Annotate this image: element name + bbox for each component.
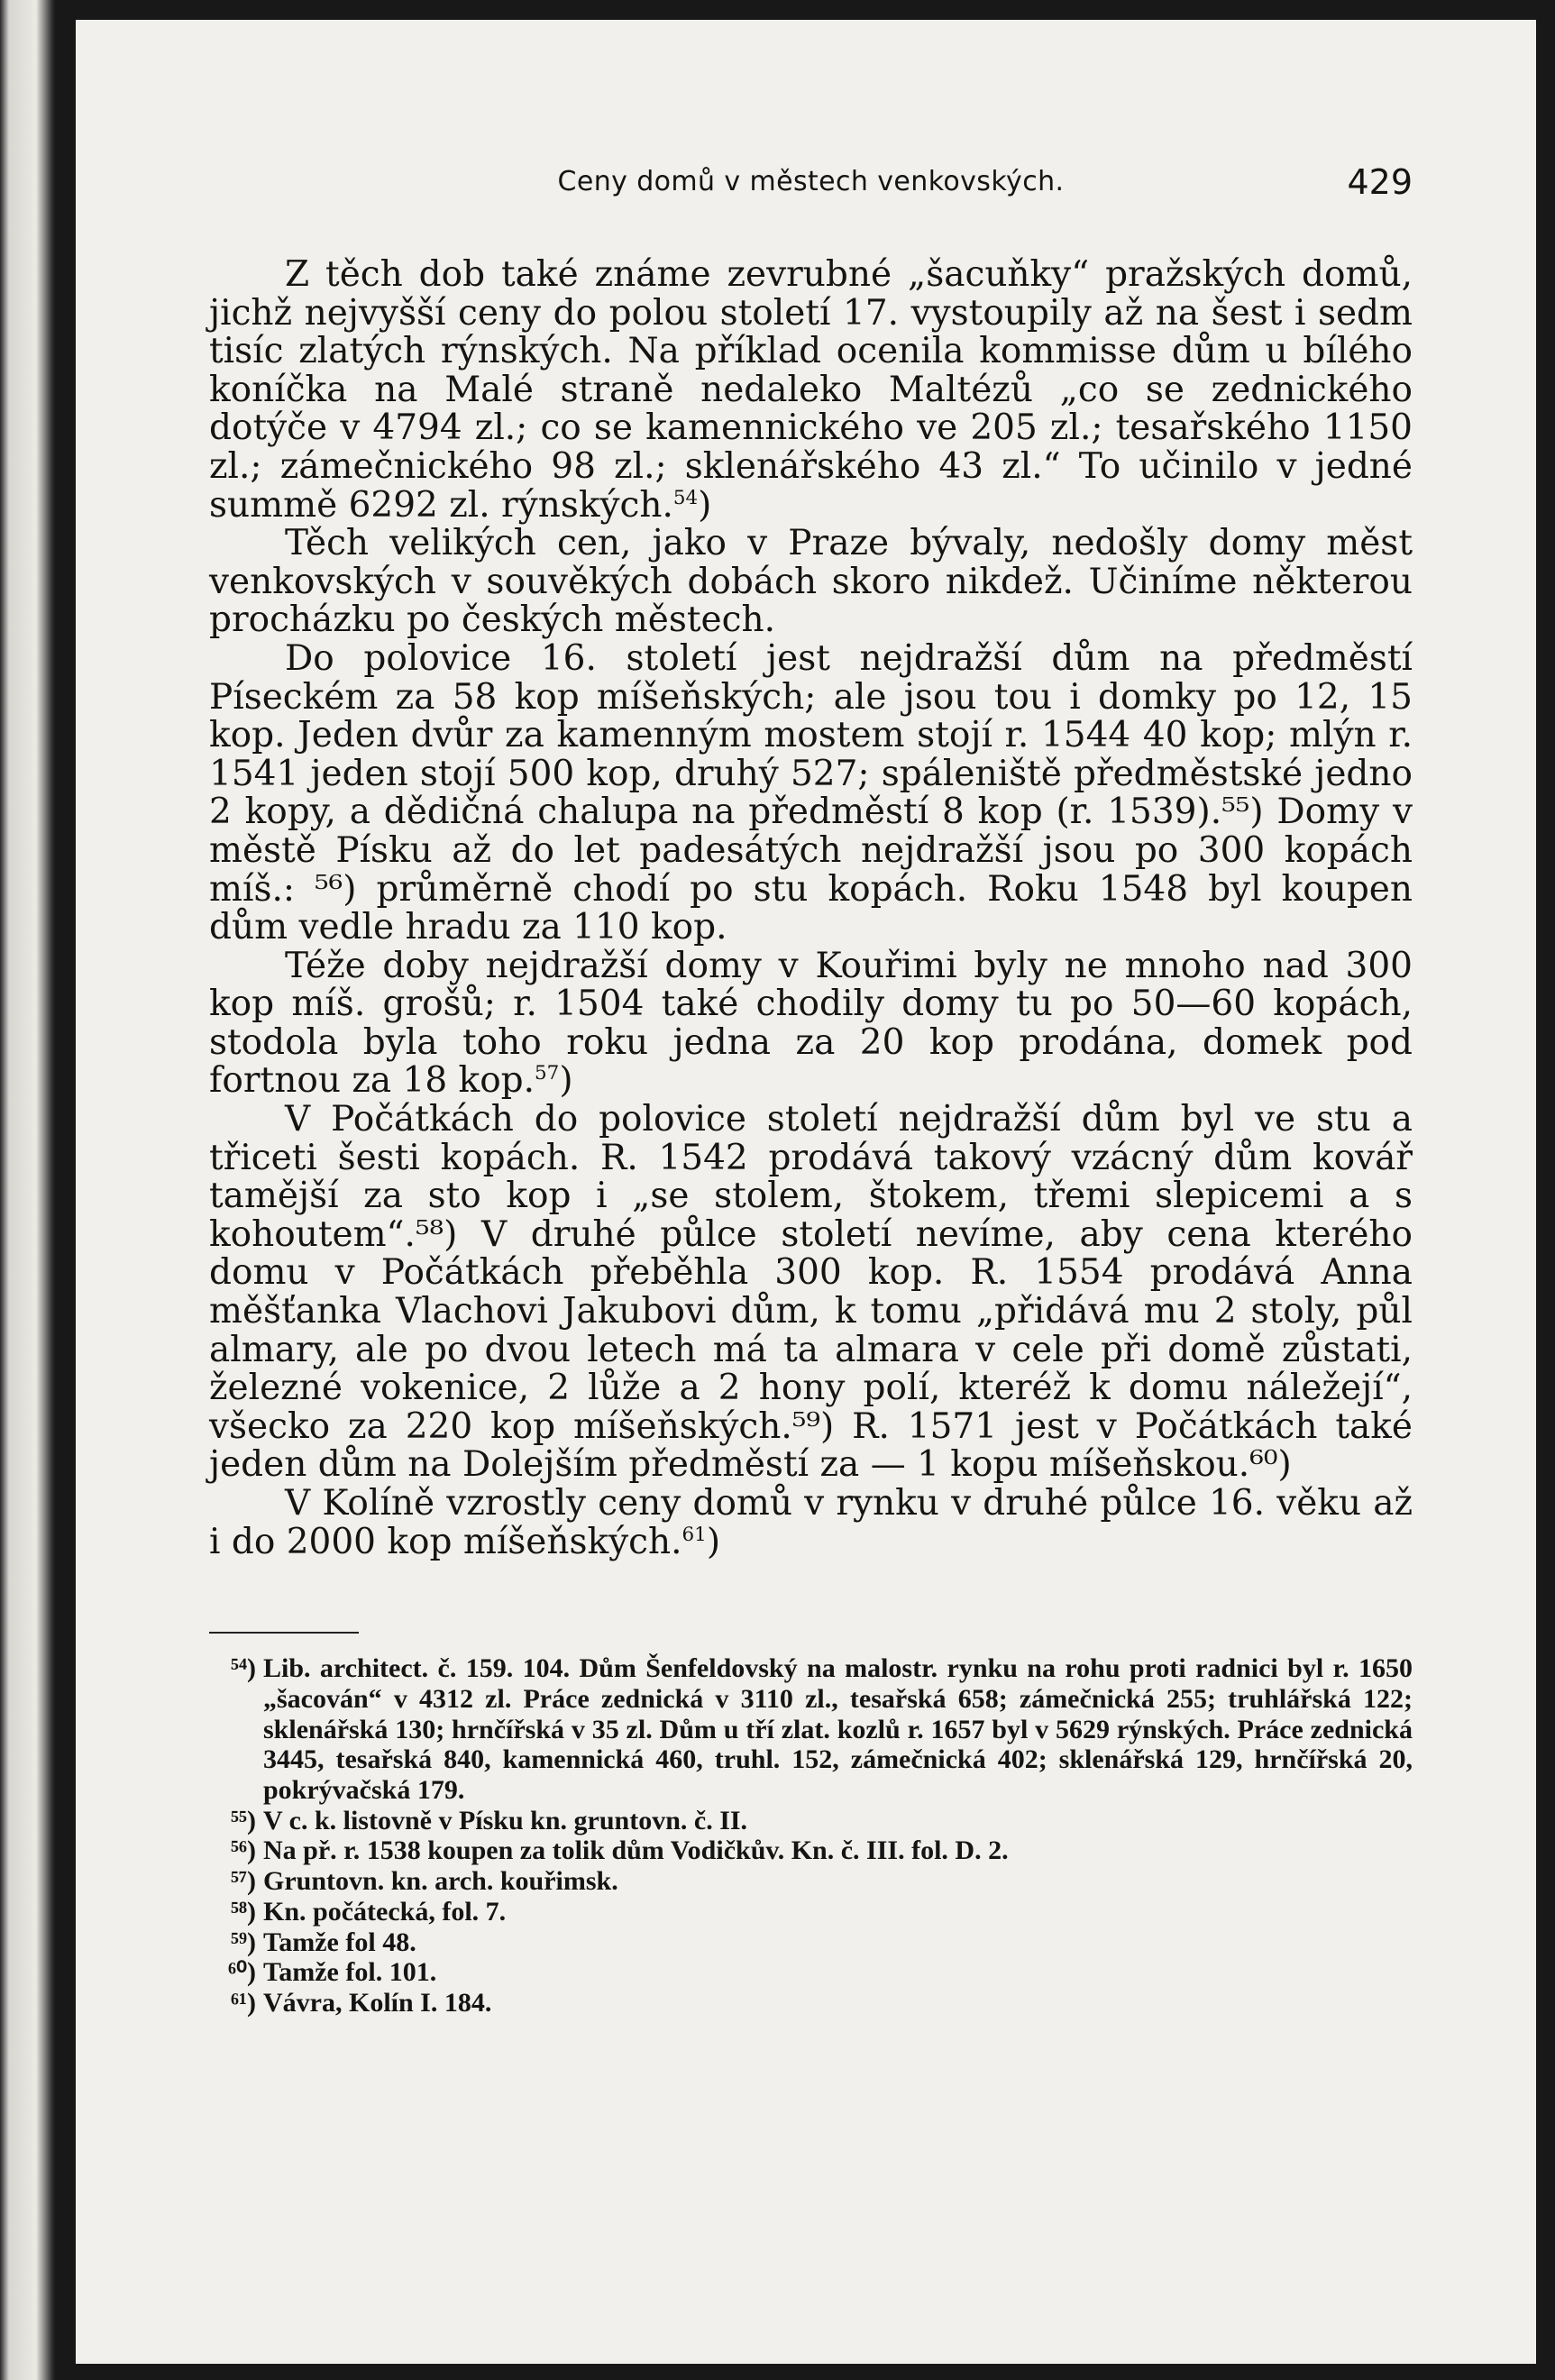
footnote-text: Lib. architect. č. 159. 104. Dům Šenfeldovský na malostr. rynku na rohu proti radnici byl r. 1650 „šacován“ v 4312 zl. Práce zednická v 3110 zl., tesařská 658; zámečnická 255; truhlářská 122; sklenářská 130; hrnčířská v 35 zl. Dům u tří zlat. kozlů r. 1657 byl v 5629 rýnských. Práce zednická 3445, tesařská 840, kamennická 460, truhl. 152, zámečnická 402; sklenářská 129, hrnčířská 20, pokrývačská 179. (263, 1653, 1413, 1805)
paragraph-text: Těch velikých cen, jako v Praze bývaly, nedošly domy měst venkovských v souvěkých dobách skoro nikdež. Učiníme některou procházku po českých městech. (209, 523, 1413, 641)
running-head: Ceny domů v městech venkovských. (557, 166, 1065, 197)
footnote (209, 1806, 1413, 1836)
footnote (209, 1957, 1413, 1988)
footnote-text: Kn. počátecká, fol. 7. (263, 1896, 507, 1927)
footnote-ref: 57 (535, 1062, 560, 1085)
paragraph (209, 947, 1413, 1101)
footnote-text: V c. k. listovně v Písku kn. gruntovn. č. II. (263, 1805, 748, 1835)
footnote-ref: 54 (672, 486, 699, 509)
footnote-text: Vávra, Kolín I. 184. (263, 1987, 492, 2018)
footnote-mark: ⁵⁷) (231, 1866, 256, 1897)
footnote-mark: ⁵⁸) (231, 1896, 256, 1927)
page-content (209, 155, 1413, 2018)
footnote (209, 1653, 1413, 1806)
paragraph-text: V Kolíně vzrostly ceny domů v rynku v druhé půlce 16. věku až i do 2000 kop míšeňských. (209, 1483, 1413, 1562)
paragraph (209, 256, 1413, 525)
footnote (209, 1866, 1413, 1897)
body-text (209, 256, 1413, 1561)
footnote-divider (209, 1632, 359, 1634)
page-header (209, 155, 1413, 209)
paragraph (209, 637, 1413, 948)
footnote-mark: ⁵⁹) (231, 1927, 256, 1957)
paragraph-text: Do polovice 16. století jest nejdražší dům na předměstí Píseckém za 58 kop míšeňských; ale jsou tou i domky po 12, 15 kop. Jeden dvůr za kamenným mostem stojí r. 1544 40 kop; mlýn r. 1541 jeden stojí 500 kop, druhý 527; spáleniště předměstské jedno 2 kopy, a dědičná chalupa na předměstí 8 kop (r. 1539).⁵⁵) Domy v městě Písku až do let padesátých nejdražší jsou po 300 kopách míš.: ⁵⁶) průměrně chodí po stu kopách. Roku 1548 byl koupen dům vedle hradu za 110 kop. (209, 637, 1413, 948)
book-page (76, 20, 1536, 2364)
footnote-ref: 61 (681, 1523, 707, 1546)
footnote-mark: ⁵⁶) (231, 1835, 256, 1866)
paragraph (209, 1485, 1413, 1561)
paragraph-text: V Počátkách do polovice století nejdražší dům byl ve stu a třiceti šesti kopách. R. 1542 prodává takový vzácný dům kovář tamější za sto kop i „se stolem, štokem, třemi slepicemi a s kohoutem“.⁵⁸) V druhé půlce století nevíme, aby cena kterého domu v Počátkách přeběhla 300 kop. R. 1554 prodává Anna měšťanka Vlachovi Jakubovi dům, k tomu „přidává mu 2 stoly, půl almary, ale po dvou letech má ta almara v cele při domě zůstati, železné vokenice, 2 lůže a 2 hony polí, kteréž k domu náležejí“, všecko za 220 kop míšeňských.⁵⁹) R. 1571 jest v Počátkách také jeden dům na Dolejším předměstí za — 1 kopu míšeňskou.⁶⁰) (209, 1099, 1413, 1486)
footnote (209, 1897, 1413, 1927)
paragraph-tail: ) (706, 1521, 721, 1562)
footnote-text: Tamže fol. 101. (263, 1957, 437, 1988)
footnotes (209, 1653, 1413, 2018)
footnote-mark: ⁵⁴) (231, 1653, 256, 1684)
footnote (209, 1988, 1413, 2018)
page-number: 429 (1347, 162, 1413, 202)
paragraph-text: Z těch dob také známe zevrubné „šacuňky“ pražských domů, jichž nejvyšší ceny do polou století 17. vystoupily až na šest i sedm tisíc zlatých rýnských. Na příklad ocenila kommisse dům u bílého koníčka na Malé straně nedaleko Maltézů „co se zednického dotýče v 4794 zl.; co se kamennického ve 205 zl.; tesařského 1150 zl.; zámečnického 98 zl.; sklenářského 43 zl.“ To učinilo v jedné summě 6292 zl. rýnských. (209, 254, 1413, 526)
paragraph-text: Téže doby nejdražší domy v Kouřimi byly ne mnoho nad 300 kop míš. grošů; r. 1504 také chodily domy tu po 50—60 kopách, stodola byla toho roku jedna za 20 kop prodána, domek pod fortnou za 18 kop. (209, 945, 1413, 1102)
footnote-text: Tamže fol 48. (263, 1927, 416, 1957)
footnote-mark: ⁶⁰) (227, 1957, 256, 1988)
footnote-mark: ⁶¹) (231, 1987, 256, 2018)
footnote (209, 1927, 1413, 1958)
footnote-mark: ⁵⁵) (231, 1805, 256, 1835)
adjacent-page-edge (0, 0, 56, 2380)
footnote (209, 1835, 1413, 1866)
paragraph-tail: ) (698, 484, 712, 526)
footnote-text: Gruntovn. kn. arch. kouřimsk. (263, 1866, 618, 1897)
footnote-text: Na př. r. 1538 koupen za tolik dům Vodičkův. Kn. č. III. fol. D. 2. (263, 1835, 1009, 1866)
paragraph (209, 525, 1413, 640)
paragraph-tail: ) (559, 1060, 573, 1102)
paragraph (209, 1101, 1413, 1485)
